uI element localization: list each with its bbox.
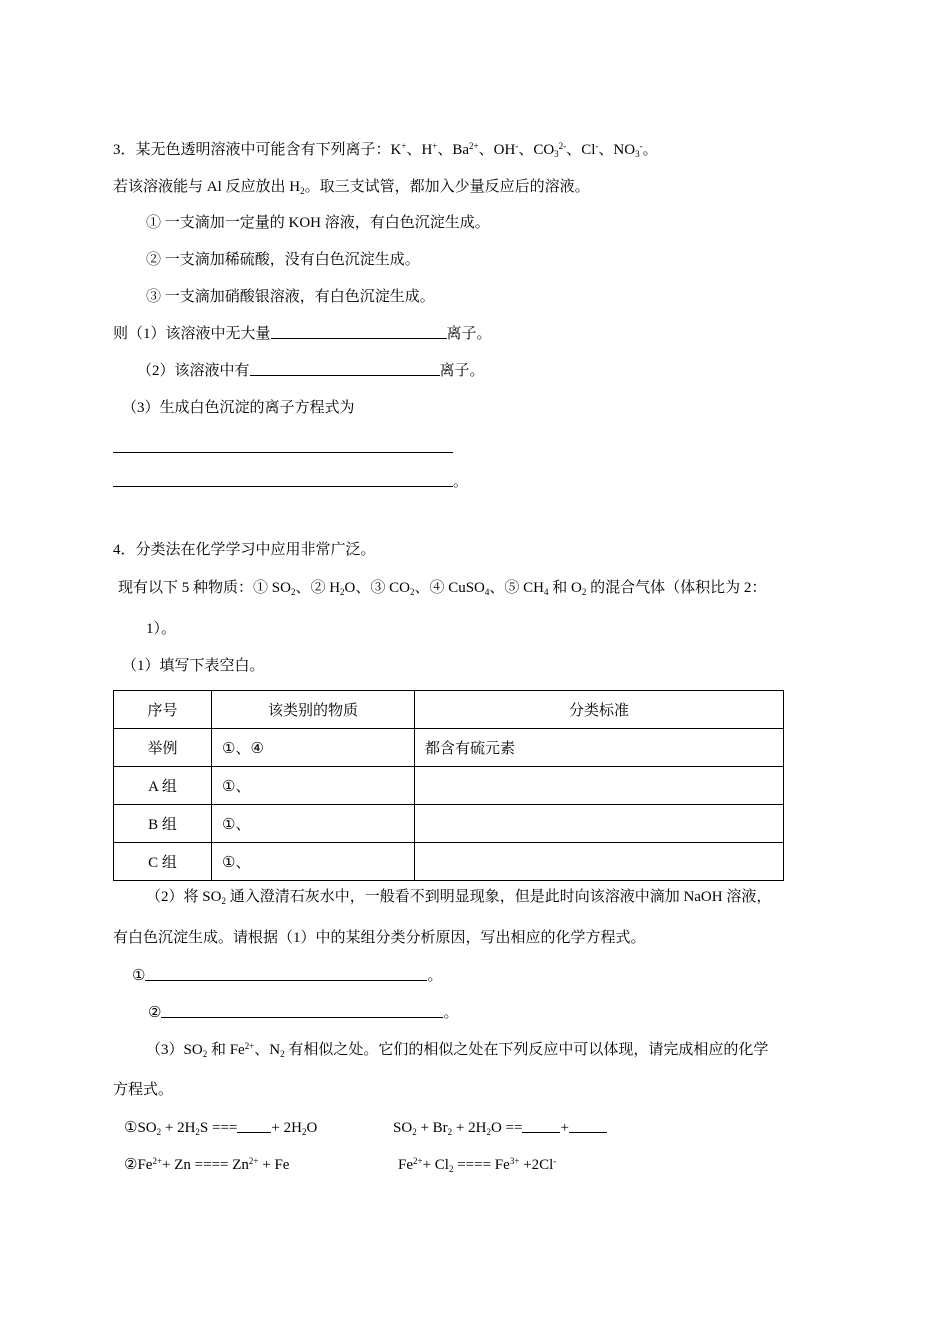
q4-part3-line2: 方程式。 xyxy=(113,1082,174,1098)
classification-table xyxy=(113,690,784,881)
table-cell[interactable]: ①、 xyxy=(212,805,415,843)
table-cell: 举例 xyxy=(114,729,212,767)
table-row xyxy=(114,729,784,767)
answer-blank[interactable] xyxy=(250,361,440,376)
table-cell[interactable]: ①、 xyxy=(212,767,415,805)
q4-part1: （1）填写下表空白。 xyxy=(122,658,265,674)
table-row xyxy=(114,843,784,881)
answer-line[interactable] xyxy=(113,452,453,453)
answer-blank[interactable] xyxy=(161,1003,443,1018)
table-header: 序号 xyxy=(114,691,212,729)
table-row xyxy=(114,767,784,805)
q3-answer3: （3）生成白色沉淀的离子方程式为 xyxy=(122,400,355,416)
answer-blank[interactable] xyxy=(569,1118,607,1133)
q4-part2-line2: 有白色沉淀生成。请根据（1）中的某组分类分析原因，写出相应的化学方程式。 xyxy=(113,930,646,946)
answer-blank[interactable] xyxy=(271,324,447,339)
q4-intro: 现有以下 5 种物质：① $SO_2$、② $H_2O$、③ $CO_2$、④ CuSO$_4$、⑤ $CH_4$ 和 $O_2$ 的混合气体（体积比为 2： xyxy=(118,580,767,597)
equation-fe-cl2: $Fe^{2+}+ Cl_2$ ==== $Fe^{3+} +2Cl^-$ xyxy=(398,1156,557,1174)
equation-fe-zn: $②Fe^{2+}+ Zn$ ==== $Zn^{2+} + Fe$ xyxy=(124,1156,290,1173)
table-cell: A 组 xyxy=(114,767,212,805)
q3-step2: ② 一支滴加稀硫酸，没有白色沉淀生成。 xyxy=(146,252,420,268)
table-cell: B 组 xyxy=(114,805,212,843)
q3-answer1: 则（1）该溶液中无大量 离子。 xyxy=(113,326,492,342)
table-cell[interactable] xyxy=(415,843,784,881)
q3-step3: ③ 一支滴加硝酸银溶液，有白色沉淀生成。 xyxy=(146,289,435,305)
table-header: 分类标准 xyxy=(415,691,784,729)
table-row xyxy=(114,805,784,843)
answer-blank[interactable] xyxy=(522,1118,560,1133)
answer-blank[interactable] xyxy=(145,966,427,981)
table-cell[interactable] xyxy=(415,805,784,843)
table-cell: ①、④ xyxy=(212,729,415,767)
table-cell: 都含有硫元素 xyxy=(415,729,784,767)
equation-so2-h2s: $①SO_2 + 2H_2S$ === + $2H_2O$ xyxy=(124,1120,318,1137)
q4-part2-answer2: ② 。 xyxy=(148,1005,459,1021)
q4-part3-line1: $(3)SO_2$ 和 $Fe^{2+}$、$N_2$ 有相似之处。它们的相似之处在下列反应中可以体现，请完成相应的化学 xyxy=(146,1041,769,1059)
answer-blank[interactable] xyxy=(113,472,453,487)
equation-so2-br2: $SO_2 + Br_2 + 2H_2O$ == + xyxy=(393,1118,607,1138)
q4-intro-end: 1）。 xyxy=(146,621,177,637)
q3-line2: 若该溶液能与 Al 反应放出 $H_2$。取三支试管，都加入少量反应后的溶液。 xyxy=(113,179,590,196)
table-header: 该类别的物质 xyxy=(212,691,415,729)
q3-answer3-line2: 。 xyxy=(113,472,468,492)
table-cell[interactable] xyxy=(415,767,784,805)
table-cell[interactable]: ①、 xyxy=(212,843,415,881)
answer-blank[interactable] xyxy=(237,1118,271,1133)
q4-part2-line1: （2）将 $SO_2$ 通入澄清石灰水中，一般看不到明显现象，但是此时向该溶液中滴加 NaOH 溶液， xyxy=(146,889,772,906)
table-cell: C 组 xyxy=(114,843,212,881)
q3-line1: 3．某无色透明溶液中可能含有下列离子：K+、H+、$Ba^{2+}$、OH-、$CO_3^{2-}$、Cl-、$NO_3^-$。 xyxy=(113,141,658,159)
q4-title: 4．分类法在化学学习中应用非常广泛。 xyxy=(113,542,376,558)
q3-answer2: （2）该溶液中有 离子。 xyxy=(137,363,485,379)
table-header-row xyxy=(114,691,784,729)
q3-step1: ① 一支滴加一定量的 KOH 溶液，有白色沉淀生成。 xyxy=(146,215,490,231)
q4-part2-answer1: ① 。 xyxy=(132,968,443,984)
